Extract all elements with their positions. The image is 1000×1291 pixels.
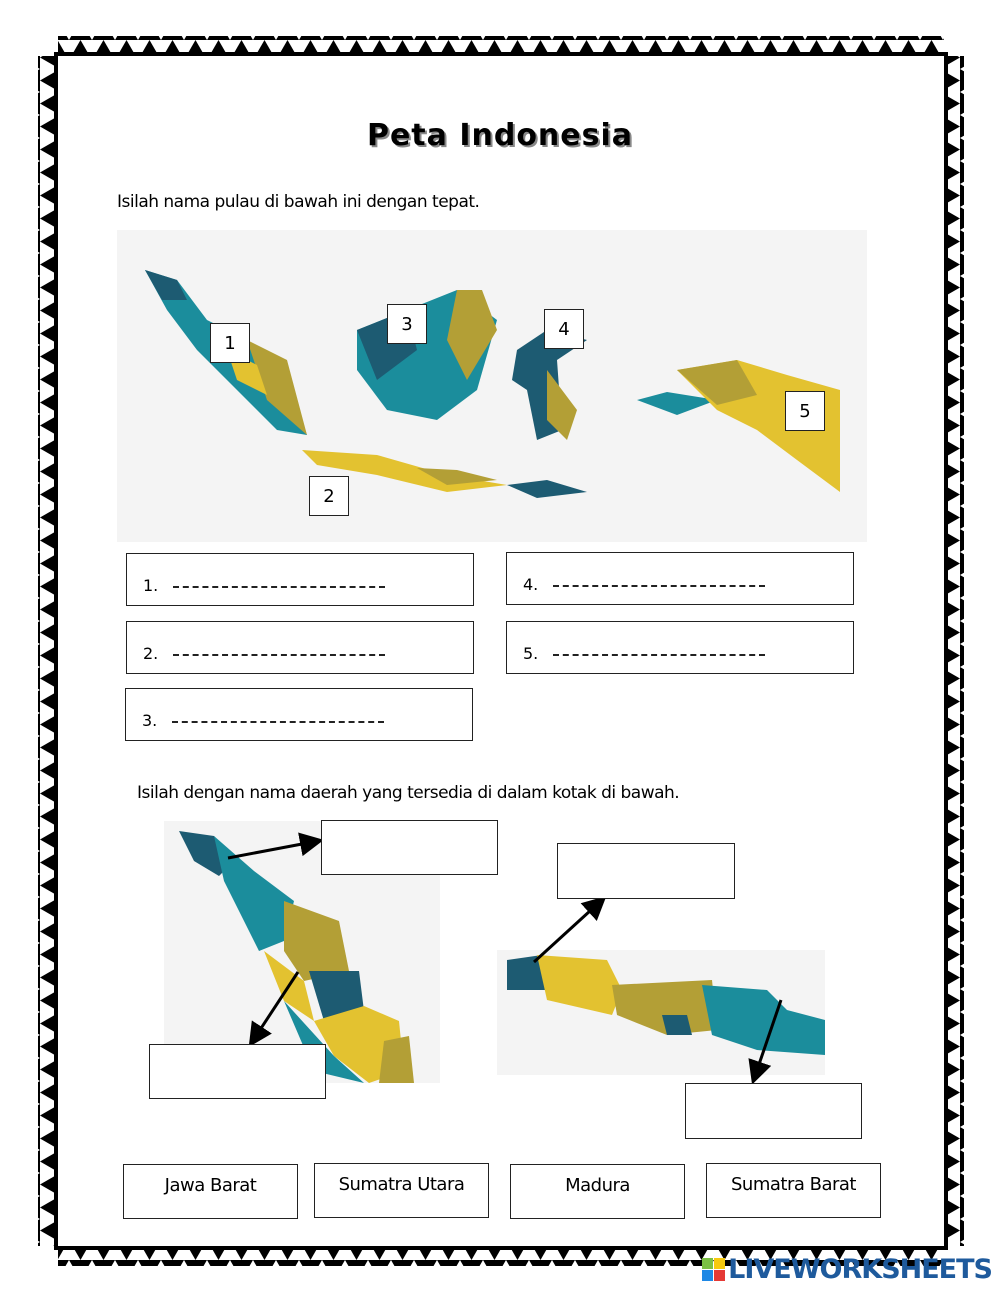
map-label-3: 3 (387, 304, 427, 344)
answer-number: 2. (143, 644, 159, 663)
answer-number: 1. (143, 576, 159, 595)
map-label-5: 5 (785, 391, 825, 431)
drop-zone-java-west[interactable] (557, 843, 735, 899)
liveworksheets-logo (702, 1254, 992, 1285)
instruction-2: Isilah dengan nama daerah yang tersedia di dalam kotak di bawah. (137, 783, 680, 803)
drop-zone-madura[interactable] (685, 1083, 862, 1139)
drop-zone-sumatra-west[interactable] (149, 1044, 326, 1099)
answer-number: 3. (142, 711, 158, 730)
instruction-1: Isilah nama pulau di bawah ini dengan tepat. (117, 192, 480, 212)
brand-name: LIVEWORKSHEETS (728, 1254, 992, 1285)
option-sumatra-barat[interactable]: Sumatra Barat (706, 1163, 881, 1218)
answer-number: 4. (523, 575, 539, 594)
option-madura[interactable]: Madura (510, 1164, 685, 1219)
answer-number: 5. (523, 644, 539, 663)
drop-zone-sumatra-north[interactable] (321, 820, 498, 875)
option-jawa-barat[interactable]: Jawa Barat (123, 1164, 298, 1219)
map-label-1: 1 (210, 323, 250, 363)
logo-icon (702, 1258, 725, 1281)
page-title: Peta Indonesia (366, 118, 634, 153)
map-label-2: 2 (309, 476, 349, 516)
option-sumatra-utara[interactable]: Sumatra Utara (314, 1163, 489, 1218)
map-label-4: 4 (544, 309, 584, 349)
